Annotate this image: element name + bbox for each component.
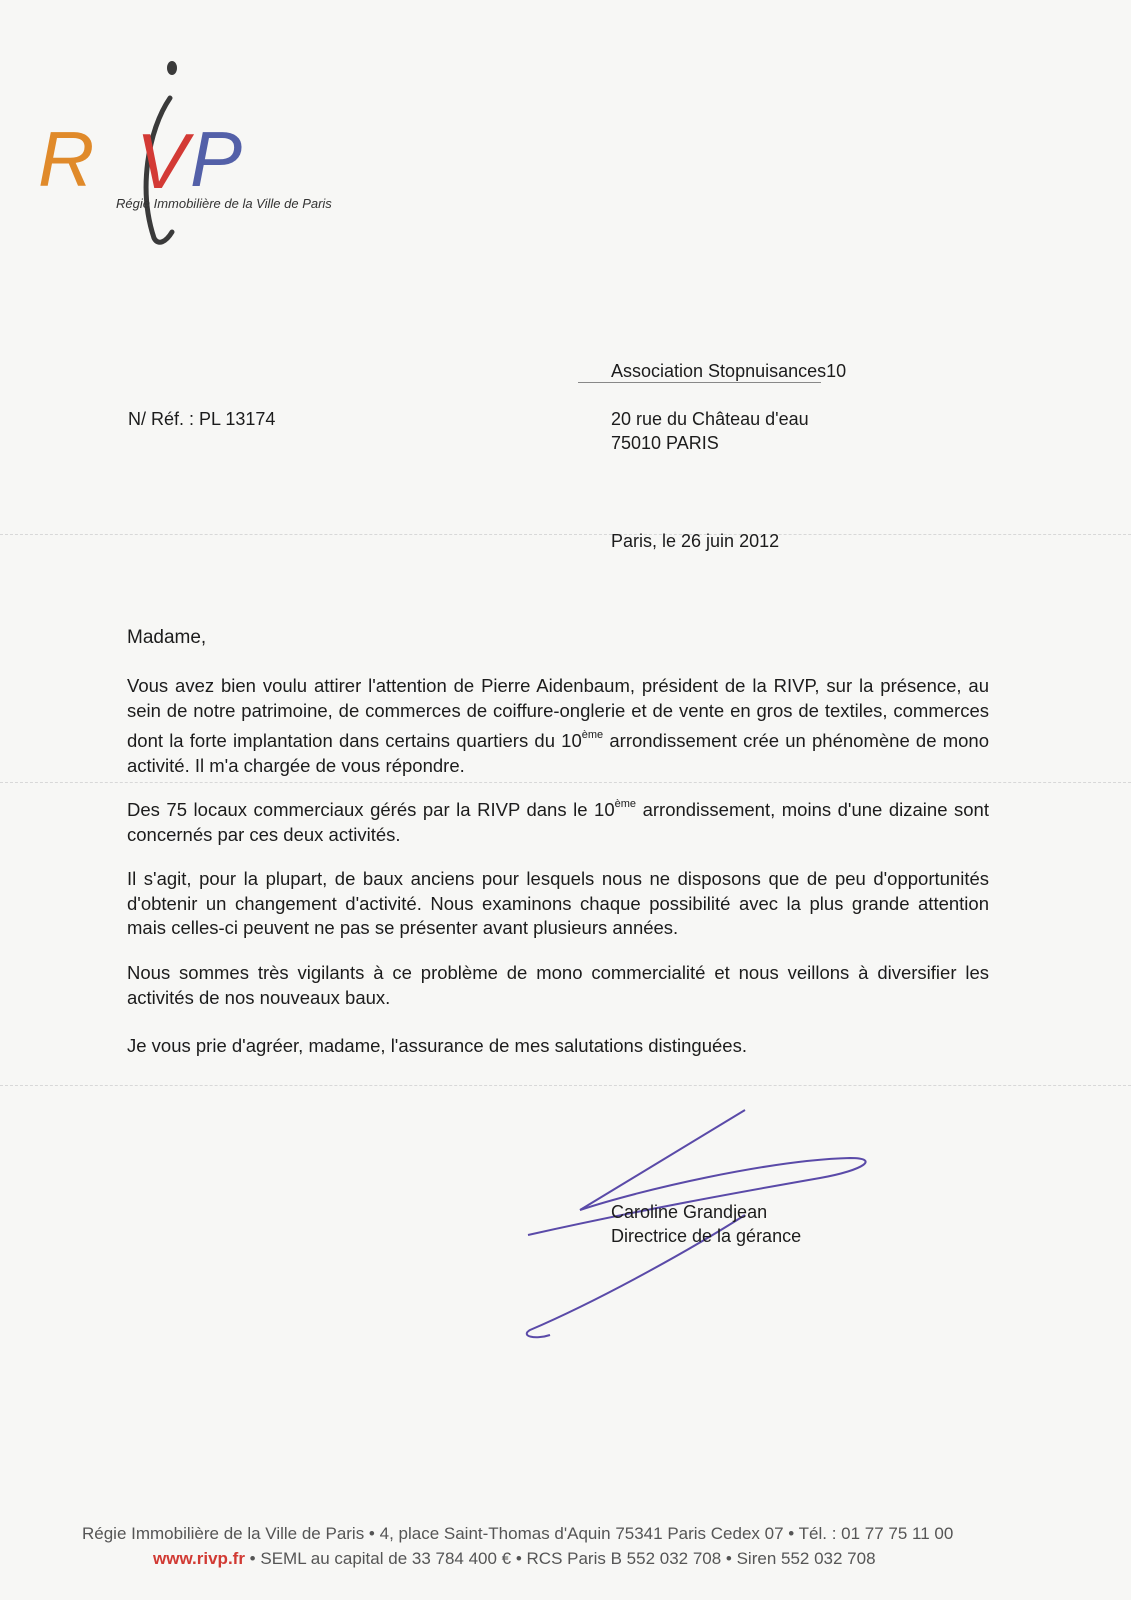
salutation: Madame, <box>127 627 207 648</box>
footer-address: Régie Immobilière de la Ville de Paris • 4, place Saint-Thomas d'Aquin 75341 Paris Cedex 07 • Tél. : 01 77 75 11 00 <box>82 1524 954 1543</box>
body-paragraph-1: Vous avez bien voulu attirer l'attention de Pierre Aidenbaum, président de la RIVP, sur la présence, au sein de notre patrimoine, de commerces de coiffure-onglerie et de vente en gros de textiles, commerces dont la forte implantation dans certains quartiers du 10ème arrondissement crée un phénomène de mono activité. Il m'a chargée de vous répondre. <box>127 675 989 776</box>
footer-website-link[interactable]: www.rivp.fr <box>153 1549 245 1568</box>
body-paragraph-3: Il s'agit, pour la plupart, de baux anciens pour lesquels nous ne disposons que de peu d'opportunités d'obtenir un changement d'activité. Nous examinons chaque possibilité avec la plus grande attention mais celles-ci peuvent ne pas se présenter avant plusieurs années. <box>127 868 989 938</box>
body-paragraph-2: Des 75 locaux commerciaux gérés par la RIVP dans le 10ème arrondissement, moins d'une dizaine sont concernés par ces deux activités. <box>127 798 989 845</box>
logo-letter-v: V <box>136 117 189 205</box>
recipient-street: 20 rue du Château d'eau <box>611 409 809 429</box>
paper-fold-line <box>0 534 1131 535</box>
paper-fold-line <box>0 1085 1131 1086</box>
signatory-name: Caroline Grandjean <box>611 1202 768 1222</box>
logo-letter-r: R <box>38 115 95 203</box>
paper-fold-line <box>0 782 1131 783</box>
recipient-city: 75010 PARIS <box>611 433 719 453</box>
rivp-logo <box>38 60 438 250</box>
correction-line <box>578 382 821 383</box>
footer-legal: www.rivp.fr • SEML au capital de 33 784 400 € • RCS Paris B 552 032 708 • Siren 552 032 708 <box>153 1549 876 1568</box>
date-line: Paris, le 26 juin 2012 <box>611 531 780 551</box>
signatory-title: Directrice de la gérance <box>611 1226 802 1246</box>
logo-letter-p: P <box>190 115 243 203</box>
reference-number: N/ Réf. : PL 13174 <box>128 409 276 429</box>
closing-paragraph: Je vous prie d'agréer, madame, l'assurance de mes salutations distinguées. <box>127 1035 747 1056</box>
recipient-name: Association Stopnuisances10 <box>611 361 847 381</box>
body-paragraph-4: Nous sommes très vigilants à ce problème de mono commercialité et nous veillons à diversifier les activités de nos nouveaux baux. <box>127 962 989 1008</box>
logo-tagline: Régie Immobilière de la Ville de Paris <box>116 196 332 211</box>
